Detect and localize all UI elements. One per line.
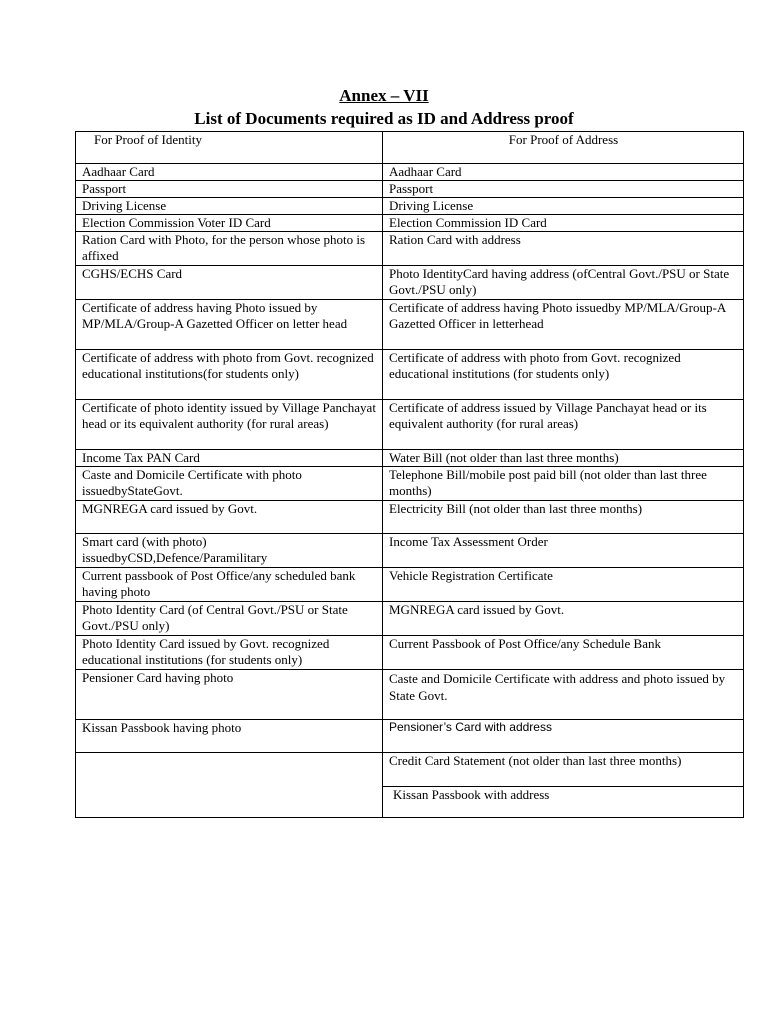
address-cell: Electricity Bill (not older than last three months) — [383, 501, 744, 534]
identity-cell: Pensioner Card having photo — [76, 670, 383, 720]
address-cell: Vehicle Registration Certificate — [383, 568, 744, 602]
address-cell: Certificate of address issued by Village Panchayat head or its equivalent authority (for rural areas) — [383, 400, 744, 450]
identity-cell: Passport — [76, 181, 383, 198]
table-row — [76, 602, 744, 636]
identity-cell: CGHS/ECHS Card — [76, 266, 383, 300]
identity-cell: Aadhaar Card — [76, 164, 383, 181]
address-cell: Caste and Domicile Certificate with address and photo issued by State Govt. — [383, 670, 744, 720]
address-cell: Income Tax Assessment Order — [383, 534, 744, 568]
identity-cell: Driving License — [76, 198, 383, 215]
identity-cell: Caste and Domicile Certificate with photo issuedbyStateGovt. — [76, 467, 383, 501]
identity-cell: Certificate of photo identity issued by Village Panchayat head or its equivalent authority (for rural areas) — [76, 400, 383, 450]
annex-title: Annex – VII — [339, 86, 429, 105]
identity-cell: Current passbook of Post Office/any scheduled bank having photo — [76, 568, 383, 602]
table-row — [76, 720, 744, 753]
identity-cell: Ration Card with Photo, for the person whose photo is affixed — [76, 232, 383, 266]
address-cell: Certificate of address with photo from Govt. recognized educational institutions (for students only) — [383, 350, 744, 400]
identity-cell: Kissan Passbook having photo — [76, 720, 383, 753]
address-cell: Election Commission ID Card — [383, 215, 744, 232]
address-cell: Passport — [383, 181, 744, 198]
table-row — [76, 636, 744, 670]
table-header-row — [76, 132, 744, 164]
table-row — [76, 501, 744, 534]
address-cell: Aadhaar Card — [383, 164, 744, 181]
table-row — [76, 534, 744, 568]
table-row — [76, 350, 744, 400]
identity-cell: Photo Identity Card (of Central Govt./PSU or State Govt./PSU only) — [76, 602, 383, 636]
identity-cell: Smart card (with photo) issuedbyCSD,Defence/Paramilitary — [76, 534, 383, 568]
identity-cell: MGNREGA card issued by Govt. — [76, 501, 383, 534]
address-cell: Current Passbook of Post Office/any Schedule Bank — [383, 636, 744, 670]
address-cell: MGNREGA card issued by Govt. — [383, 602, 744, 636]
identity-cell: Certificate of address with photo from Govt. recognized educational institutions(for students only) — [76, 350, 383, 400]
address-cell: Water Bill (not older than last three months) — [383, 450, 744, 467]
header-proof-of-identity: For Proof of Identity — [76, 132, 383, 164]
address-cell: Credit Card Statement (not older than last three months) — [383, 753, 744, 787]
table-row — [76, 568, 744, 602]
address-cell: Certificate of address having Photo issuedby MP/MLA/Group-A Gazetted Officer in letterhead — [383, 300, 744, 350]
address-cell: Ration Card with address — [383, 232, 744, 266]
address-cell: Kissan Passbook with address — [383, 787, 744, 818]
address-cell: Photo IdentityCard having address (ofCentral Govt./PSU or State Govt./PSU only) — [383, 266, 744, 300]
table-row — [76, 232, 744, 266]
table-row — [76, 266, 744, 300]
table-row — [76, 753, 744, 787]
table-row — [76, 400, 744, 450]
table-row — [76, 300, 744, 350]
document-title: List of Documents required as ID and Address proof — [194, 109, 574, 128]
address-cell: Telephone Bill/mobile post paid bill (not older than last three months) — [383, 467, 744, 501]
table-row — [76, 164, 744, 181]
identity-cell-empty — [76, 753, 383, 818]
table-row — [76, 467, 744, 501]
identity-cell: Photo Identity Card issued by Govt. recognized educational institutions (for students only) — [76, 636, 383, 670]
address-cell: Driving License — [383, 198, 744, 215]
identity-cell: Income Tax PAN Card — [76, 450, 383, 467]
table-row — [76, 215, 744, 232]
table-row — [76, 450, 744, 467]
table-row — [76, 181, 744, 198]
table-row — [76, 198, 744, 215]
identity-cell: Certificate of address having Photo issued by MP/MLA/Group-A Gazetted Officer on letter head — [76, 300, 383, 350]
address-cell: Pensioner’s Card with address — [383, 720, 744, 753]
documents-table — [75, 131, 744, 818]
table-row — [76, 670, 744, 720]
identity-cell: Election Commission Voter ID Card — [76, 215, 383, 232]
header-proof-of-address: For Proof of Address — [383, 132, 744, 164]
